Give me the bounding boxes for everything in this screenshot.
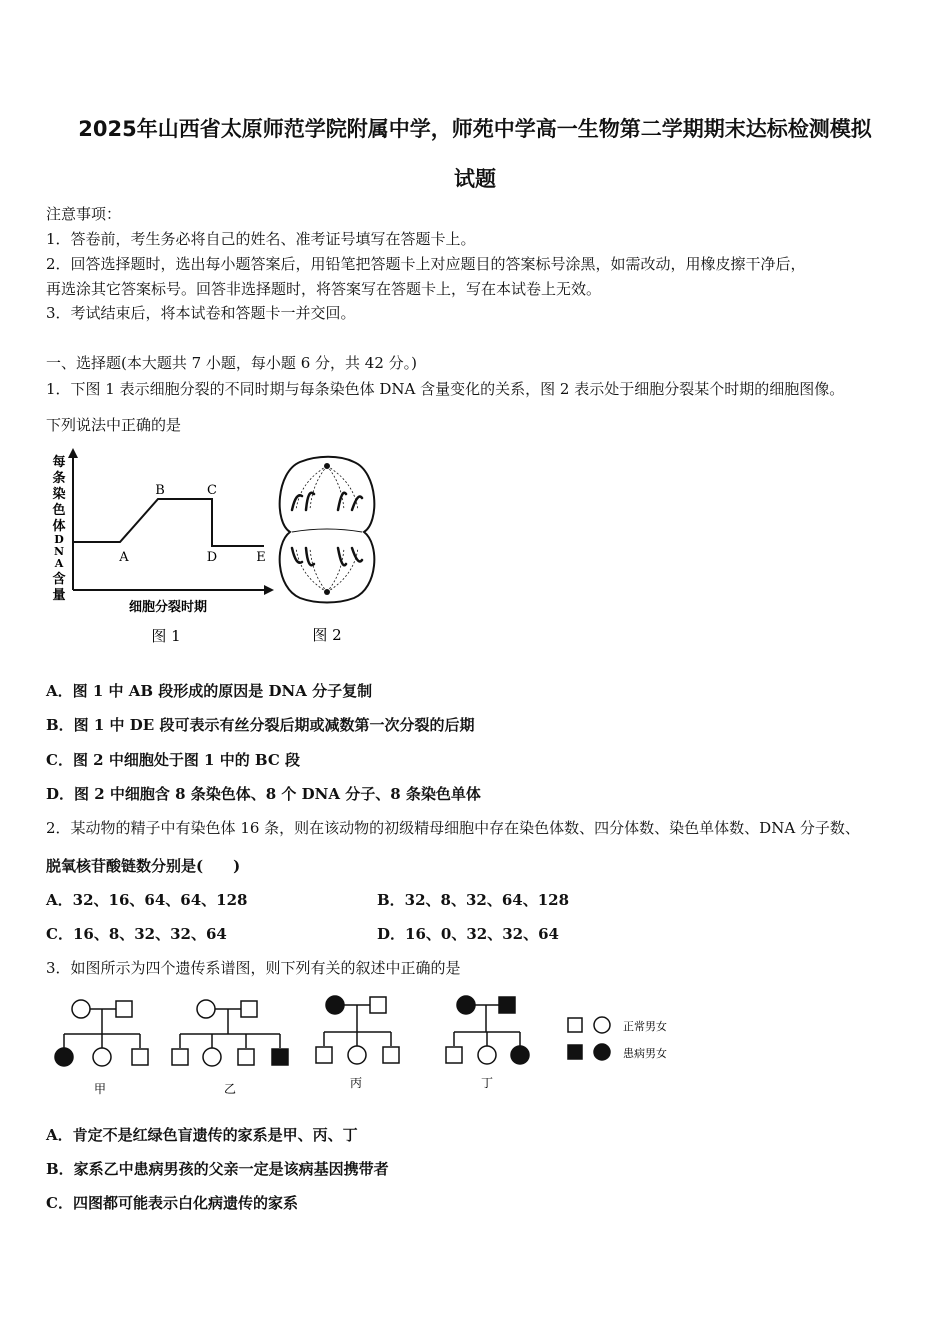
legend-female-affected (594, 1044, 610, 1060)
q3-pedigree-figure (46, 988, 686, 1098)
q2-option-c[interactable]: C．16、8、32、32、64 (46, 925, 227, 943)
notice-item-2: 2．回答选择题时，选出每小题答案后，用铅笔把答题卡上对应题目的答案标号涂黑，如需改动，用橡皮擦干净后， (46, 255, 806, 273)
point-label-a: A (119, 550, 129, 565)
figure1-xlabel: 细胞分裂时期 (128, 600, 208, 615)
pedigree-legend (568, 1017, 610, 1060)
parent-male-affected (499, 997, 515, 1013)
q3-option-c[interactable]: C．四图都可能表示白化病遗传的家系 (46, 1194, 298, 1212)
pedigree-bing (316, 996, 399, 1064)
parent-male-normal (241, 1001, 257, 1017)
notice-item-1: 1．答卷前，考生务必将自己的姓名、准考证号填写在答题卡上。 (46, 230, 476, 248)
notice-item-2-cont: 再选涂其它答案标号。回答非选择题时，将答案写在答题卡上，写在本试卷上无效。 (46, 280, 602, 298)
ylabel-char: 色 (52, 503, 66, 518)
chromosomes-bottom (292, 548, 362, 565)
child-female-normal (348, 1046, 366, 1064)
dna-curve (73, 499, 264, 546)
ylabel-char: 体 (52, 519, 66, 534)
child-female-normal (203, 1048, 221, 1066)
parent-female-affected (326, 996, 344, 1014)
section-heading: 一、选择题(本大题共 7 小题，每小题 6 分，共 42 分。) (46, 354, 417, 372)
point-label-e: E (256, 550, 266, 565)
q1-option-d[interactable]: D．图 2 中细胞含 8 条染色体、8 个 DNA 分子、8 条染色单体 (46, 785, 481, 803)
point-label-d: D (206, 550, 218, 565)
ylabel-char: 条 (52, 471, 66, 486)
q2-option-b[interactable]: B．32、8、32、64、128 (377, 891, 570, 909)
legend-female-normal (594, 1017, 610, 1033)
notice-heading: 注意事项： (46, 205, 122, 223)
q3-option-b[interactable]: B．家系乙中患病男孩的父亲一定是该病基因携带者 (46, 1160, 389, 1178)
q1-option-a[interactable]: A．图 1 中 AB 段形成的原因是 DNA 分子复制 (46, 682, 373, 700)
pedigree-label-jia: 甲 (93, 1082, 107, 1096)
q1-option-c[interactable]: C．图 2 中细胞处于图 1 中的 BC 段 (46, 751, 301, 769)
exam-title-line1: 2025年山西省太原师范学院附属中学，师苑中学高一生物第二学期期末达标检测模拟 (78, 117, 872, 141)
child-male-affected (272, 1049, 288, 1065)
ylabel-char: 含 (52, 572, 66, 587)
q3-option-a[interactable]: A．肯定不是红绿色盲遗传的家系是甲、丙、丁 (46, 1126, 358, 1144)
parent-female-normal (197, 1000, 215, 1018)
child-male-normal (238, 1049, 254, 1065)
q1-stem-line2: 下列说法中正确的是 (46, 416, 182, 434)
figure1-caption: 图 1 (151, 627, 181, 645)
parent-male-normal (370, 997, 386, 1013)
q3-stem: 3．如图所示为四个遗传系谱图，则下列有关的叙述中正确的是 (46, 959, 461, 977)
child-female-affected (55, 1048, 73, 1066)
child-male-normal (172, 1049, 188, 1065)
q1-figure2-cell (272, 452, 382, 652)
pedigree-label-yi: 乙 (223, 1082, 237, 1096)
point-label-c: C (207, 483, 217, 498)
figure1-ylabel (52, 454, 65, 603)
legend-normal-label: 正常男女 (623, 1020, 667, 1033)
parent-female-affected (457, 996, 475, 1014)
legend-male-normal (568, 1018, 582, 1032)
q1-option-b[interactable]: B．图 1 中 DE 段可表示有丝分裂后期或减数第一次分裂的后期 (46, 716, 475, 734)
figure2-caption: 图 2 (312, 626, 342, 644)
notice-item-3: 3．考试结束后，将本试卷和答题卡一并交回。 (46, 304, 356, 322)
legend-affected-label: 患病男女 (623, 1047, 667, 1060)
ylabel-char: 量 (52, 588, 66, 603)
parent-male-normal (116, 1001, 132, 1017)
pedigree-jia (55, 1000, 148, 1066)
chromosomes-top (292, 493, 362, 510)
legend-male-affected (568, 1045, 582, 1059)
child-male-normal (132, 1049, 148, 1065)
pedigree-label-ding: 丁 (480, 1076, 494, 1090)
q2-option-d[interactable]: D．16、0、32、32、64 (377, 925, 559, 943)
cleavage-furrow (292, 529, 362, 532)
pedigree-yi (172, 1000, 288, 1066)
pedigree-ding (446, 996, 529, 1064)
ylabel-char: N (53, 545, 65, 558)
child-male-normal (316, 1047, 332, 1063)
q2-stem-line2: 脱氧核苷酸链数分别是( ) (46, 857, 241, 875)
ylabel-char: 染 (52, 487, 66, 502)
q2-option-a[interactable]: A．32、16、64、64、128 (46, 891, 248, 909)
ylabel-char: A (54, 557, 64, 570)
y-axis-arrow (68, 448, 78, 458)
q2-stem-line1: 2．某动物的精子中有染色体 16 条，则在该动物的初级精母细胞中存在染色体数、四分体数、染色单体数、DNA 分子数、 (46, 819, 860, 837)
q1-figure1-graph (46, 446, 281, 652)
child-male-normal (446, 1047, 462, 1063)
pedigree-label-bing: 丙 (349, 1076, 363, 1090)
child-female-affected (511, 1046, 529, 1064)
exam-title-line2: 试题 (454, 167, 496, 191)
parent-female-normal (72, 1000, 90, 1018)
child-female-normal (478, 1046, 496, 1064)
child-male-normal (383, 1047, 399, 1063)
point-label-b: B (155, 483, 165, 498)
ylabel-char: 每 (52, 455, 66, 470)
q1-stem-line1: 1．下图 1 表示细胞分裂的不同时期与每条染色体 DNA 含量变化的关系，图 2 表示处于细胞分裂某个时期的细胞图像。 (46, 380, 845, 398)
cell-membrane (280, 457, 375, 603)
child-female-normal (93, 1048, 111, 1066)
ylabel-char: D (54, 533, 64, 546)
